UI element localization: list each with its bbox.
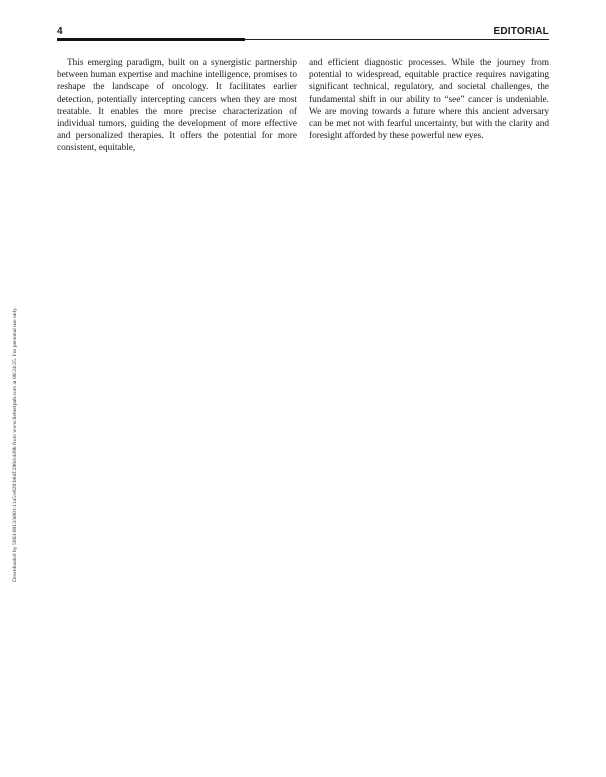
left-column [57,57,297,155]
page-number: 4 [57,26,63,37]
download-watermark: Downloaded by 5603:6013:b801:11a5:e020:b6df:286d:dd9b from www.liebertpub.com at 08/24/25. For personal use only. [12,307,18,582]
right-column [309,57,549,142]
header-rule-accent [57,38,245,41]
section-label: EDITORIAL [493,26,549,37]
right-column-paragraph: and efficient diagnostic processes. While the journey from potential to widespread, equitable practice requires navigating significant technical, regulatory, and societal challenges, the fundamental shift in our ability to “see” cancer is undeniable. We are moving towards a future where this ancient adversary can be met not with fearful uncertainty, but with the clarity and foresight afforded by these powerful new eyes. [309,58,549,142]
left-column-paragraph: This emerging paradigm, built on a synergistic partnership between human expertise and machine intelligence, promises to reshape the landscape of oncology. It facilitates earlier detection, potentially intercepting cancers when they are most treatable. It enables the more precise characterization of individual tumors, guiding the development of more effective and personalized therapies. It offers the potential for more consistent, equitable, [57,58,297,154]
